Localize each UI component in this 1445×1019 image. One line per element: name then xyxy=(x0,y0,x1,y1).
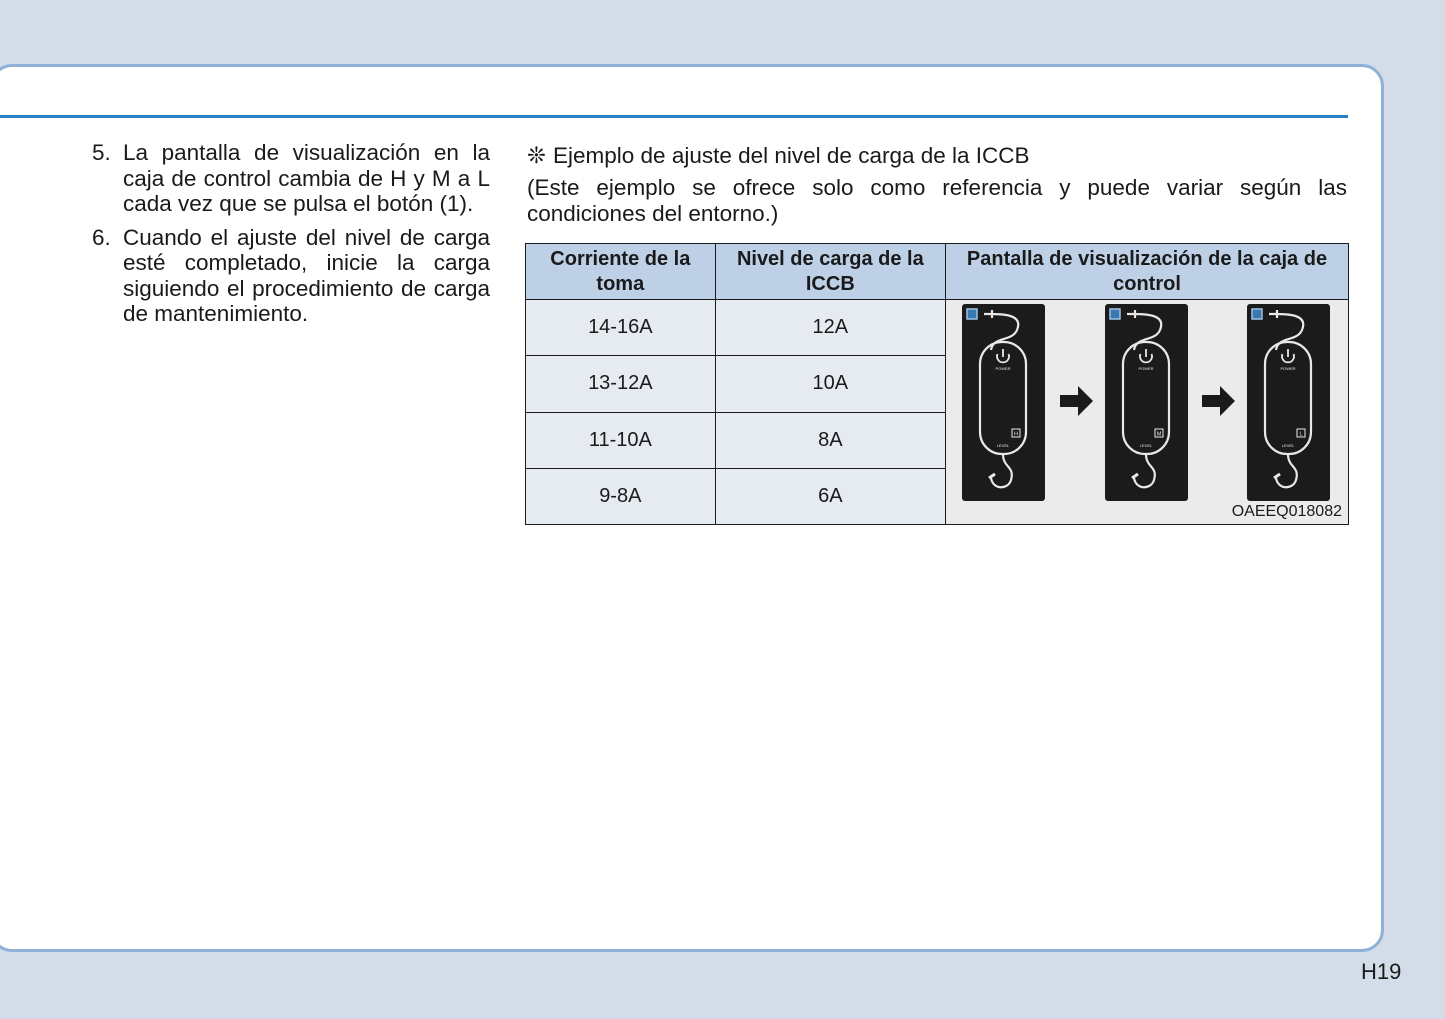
figure-code: OAEEQ018082 xyxy=(1231,503,1342,520)
item-number: 6. xyxy=(92,224,111,250)
arrow-right-icon xyxy=(1202,386,1235,416)
note-body: (Este ejemplo se ofrece solo como referencia y puede variar según las condiciones del entorno.) xyxy=(527,175,1347,226)
cell-iccb-level: 12A xyxy=(715,300,945,356)
svg-text:H: H xyxy=(1014,431,1018,438)
item-number: 5. xyxy=(92,140,111,165)
header-iccb-level: Nivel de carga de la ICCB xyxy=(715,244,945,300)
note-heading xyxy=(527,143,1347,169)
level-label: LEVEL xyxy=(1139,443,1153,448)
header-rule xyxy=(0,115,1348,118)
list-item xyxy=(92,225,490,327)
cell-socket-current: 11-10A xyxy=(526,412,716,468)
level-label: LEVEL xyxy=(996,443,1010,448)
header-socket-current: Corriente de la toma xyxy=(526,244,716,300)
header-display: Pantalla de visualización de la caja de control xyxy=(946,244,1349,300)
note-section xyxy=(527,143,1347,227)
power-label: POWER xyxy=(1138,366,1154,371)
control-box-panel xyxy=(1105,304,1188,501)
table-row xyxy=(526,300,1349,356)
control-box-panel xyxy=(1247,304,1330,501)
svg-text:L: L xyxy=(1299,431,1303,438)
cell-socket-current: 14-16A xyxy=(526,300,716,356)
control-box-panel xyxy=(962,304,1045,501)
note-title: Ejemplo de ajuste del nivel de carga de la ICCB xyxy=(553,143,1030,168)
power-label: POWER xyxy=(1280,366,1296,371)
item-text: La pantalla de visualización en la caja de control cambia de H y M a L cada vez que se pulsa el botón (1). xyxy=(123,140,490,216)
level-label: LEVEL xyxy=(1281,443,1295,448)
list-item xyxy=(92,140,490,217)
svg-text:M: M xyxy=(1156,431,1162,438)
cell-iccb-level: 6A xyxy=(715,468,945,524)
table-header-row xyxy=(526,244,1349,300)
page-number: H19 xyxy=(1361,959,1402,984)
note-mark-icon: ❊ xyxy=(527,143,546,168)
item-text: Cuando el ajuste del nivel de carga esté completado, inicie la carga siguiendo el procedimiento de carga de mantenimiento. xyxy=(123,224,490,326)
cell-socket-current: 9-8A xyxy=(526,468,716,524)
charge-level-table xyxy=(525,243,1349,525)
instruction-list xyxy=(92,140,490,335)
control-box-illustration xyxy=(946,300,1346,524)
cell-iccb-level: 8A xyxy=(715,412,945,468)
arrow-right-icon xyxy=(1060,386,1093,416)
cell-socket-current: 13-12A xyxy=(526,356,716,412)
display-illustration-cell xyxy=(946,300,1349,525)
cell-iccb-level: 10A xyxy=(715,356,945,412)
power-label: POWER xyxy=(995,366,1011,371)
